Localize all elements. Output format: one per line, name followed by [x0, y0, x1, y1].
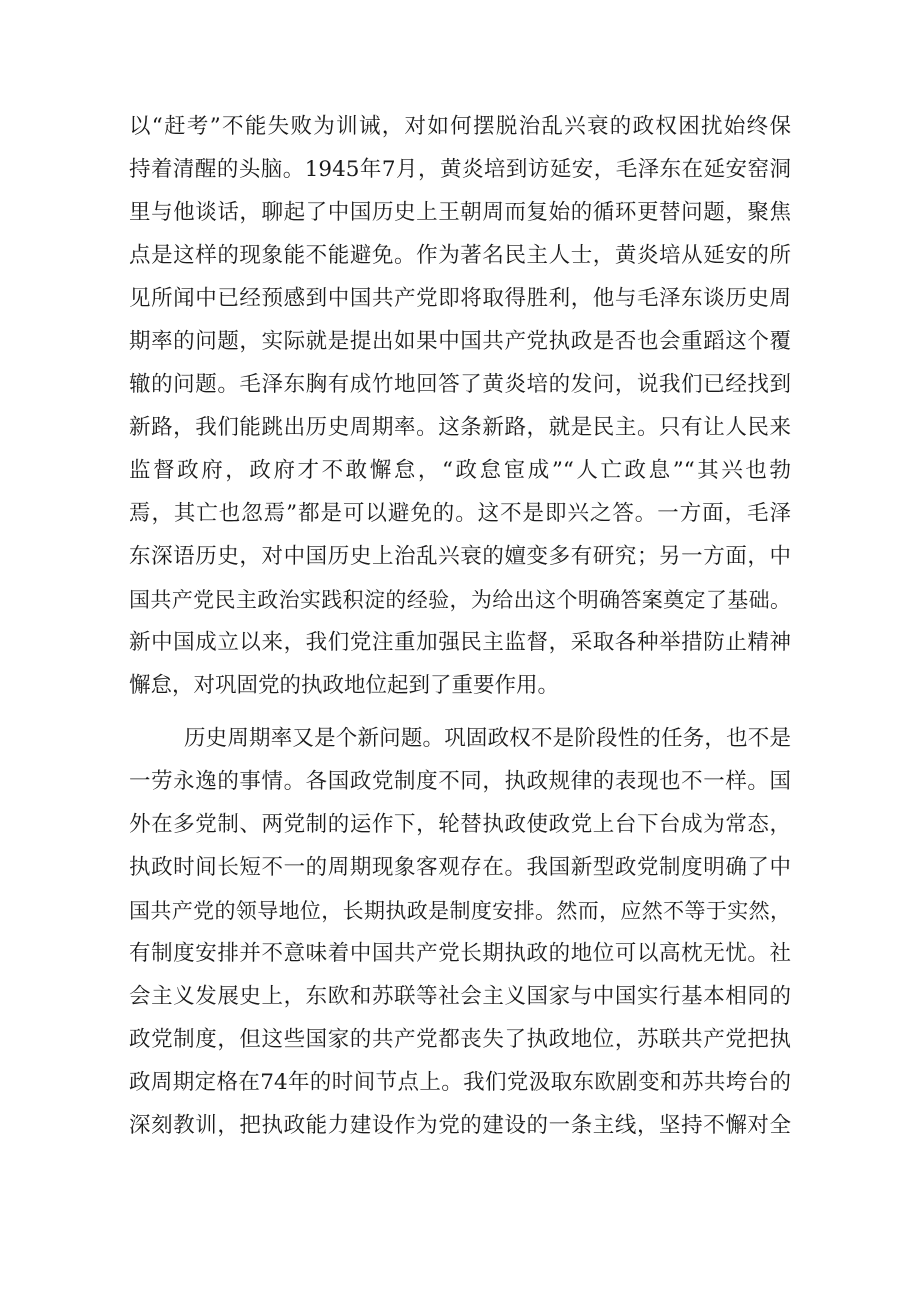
paragraph-1-line-6: 期率的问题，实际就是提出如果中国共产党执政是否也会重蹈这个覆 — [129, 329, 791, 354]
paragraph-1-line-14: 懈怠，对巩固党的执政地位起到了重要作用。 — [129, 673, 560, 698]
paragraph-1-line-13: 新中国成立以来，我们党注重加强民主监督，采取各种举措防止精神 — [129, 630, 791, 655]
paragraph-2-line-5: 国共产党的领导地位，长期执政是制度安排。然而，应然不等于实然， — [129, 899, 791, 923]
paragraph-1-line-9: 监督政府，政府才不敢懈怠，“政怠宦成”“人亡政息”“其兴也勃 — [129, 458, 791, 483]
paragraph-1-line-1: 以“赶考”不能失败为训诫，对如何摆脱治乱兴衰的政权困扰始终保 — [129, 114, 791, 139]
paragraph-1-line-2: 持着清醒的头脑。1945年7月，黄炎培到访延安，毛泽东在延安窑洞 — [129, 157, 791, 182]
paragraph-1-line-5: 见所闻中已经预感到中国共产党即将取得胜利，他与毛泽东谈历史周 — [129, 286, 791, 311]
paragraph-2-line-2: 一劳永逸的事情。各国政党制度不同，执政规律的表现也不一样。国 — [129, 769, 791, 794]
paragraph-1-line-12: 国共产党民主政治实践积淀的经验，为给出这个明确答案奠定了基础。 — [129, 588, 791, 612]
paragraph-1-line-7: 辙的问题。毛泽东胸有成竹地回答了黄炎培的发问，说我们已经找到 — [129, 372, 791, 397]
paragraph-2-line-6: 有制度安排并不意味着中国共产党长期执政的地位可以高枕无忧。社 — [129, 941, 791, 966]
paragraph-1-line-3: 里与他谈话，聊起了中国历史上王朝周而复始的循环更替问题，聚焦 — [129, 200, 791, 225]
paragraph-1-line-8: 新路，我们能跳出历史周期率。这条新路，就是民主。只有让人民来 — [129, 415, 791, 440]
paragraph-2-line-1: 历史周期率又是个新问题。巩固政权不是阶段性的任务，也不是 — [184, 726, 791, 751]
paragraph-1-line-11: 东深语历史，对中国历史上治乱兴衰的嬗变多有研究；另一方面，中 — [129, 544, 791, 569]
paragraph-2-line-8: 政党制度，但这些国家的共产党都丧失了执政地位，苏联共产党把执 — [129, 1027, 791, 1052]
paragraph-2-line-4: 执政时间长短不一的周期现象客观存在。我国新型政党制度明确了中 — [129, 855, 791, 880]
paragraph-1-line-4: 点是这样的现象能不能避免。作为著名民主人士，黄炎培从延安的所 — [129, 243, 791, 268]
paragraph-2-line-9: 政周期定格在74年的时间节点上。我们党汲取东欧剧变和苏共垮台的 — [129, 1070, 791, 1095]
paragraph-2-line-3: 外在多党制、两党制的运作下，轮替执政使政党上台下台成为常态， — [129, 812, 791, 837]
paragraph-1-line-10: 焉，其亡也忽焉”都是可以避免的。这不是即兴之答。一方面，毛泽 — [129, 501, 791, 526]
paragraph-2-line-10: 深刻教训，把执政能力建设作为党的建设的一条主线，坚持不懈对全 — [129, 1113, 791, 1138]
paragraph-2-line-7: 会主义发展史上，东欧和苏联等社会主义国家与中国实行基本相同的 — [129, 984, 791, 1009]
